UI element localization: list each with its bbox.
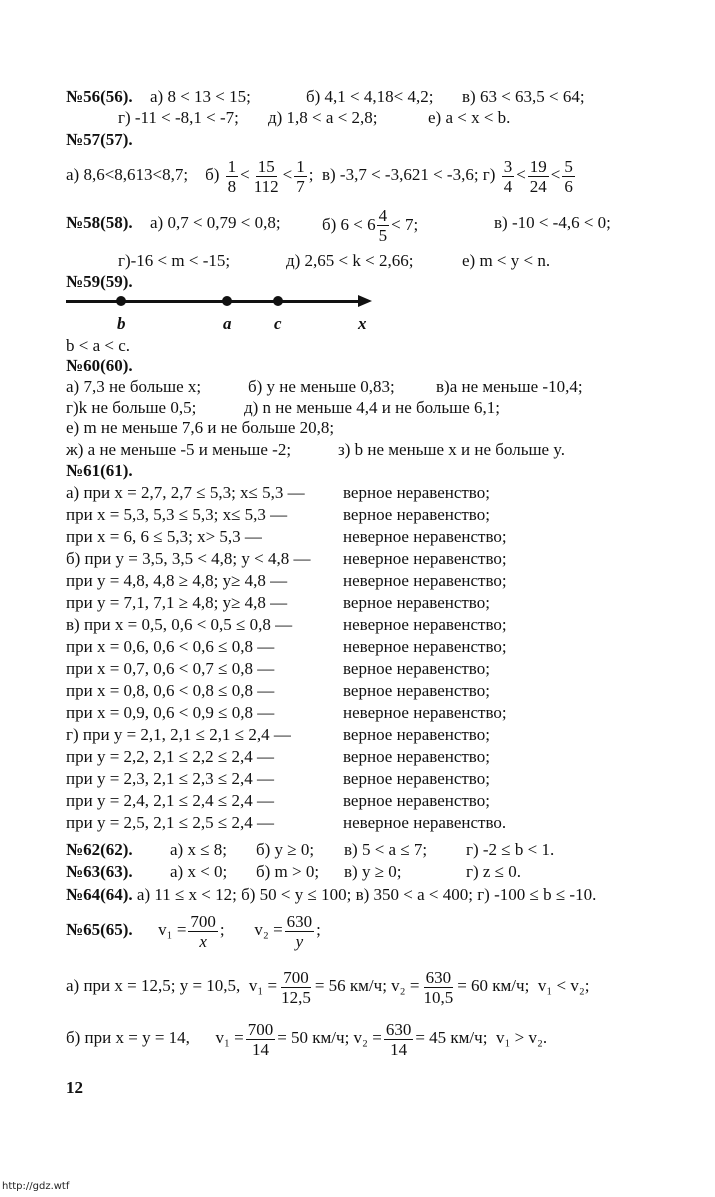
point-b-label: b xyxy=(117,314,126,333)
problem-59-result: b < a < c. xyxy=(66,336,131,355)
fraction-1-8: $\frac{1}{8}$ xyxy=(227,156,237,196)
problem-65-formulas: №65(65). v₁ = $\frac{700}{x}$ ; v₂ = $\frac{630}{y}$ ; xyxy=(66,911,321,951)
watermark-link[interactable]: http://gdz.wtf xyxy=(2,1181,70,1192)
point-a-dot xyxy=(222,296,232,306)
problem-60-b: б) y не меньше 0,83; xyxy=(248,377,395,396)
axis-x-label: x xyxy=(358,314,367,333)
problem-58-a: а) 0,7 < 0,79 < 0,8; xyxy=(150,213,281,232)
problem-63-label: №63(63). xyxy=(66,862,133,881)
fraction-15-112: $\frac{15}{112}$ xyxy=(253,156,279,196)
problem-61-row-verdict: неверное неравенство; xyxy=(343,703,507,722)
problem-63-a: а) x < 0; xyxy=(170,862,228,881)
problem-64-line xyxy=(66,885,596,905)
problem-61-row-condition: при x = 0,9, 0,6 < 0,9 ≤ 0,8 — xyxy=(66,703,275,722)
problem-61-row-verdict: неверное неравенство; xyxy=(343,549,507,568)
problem-61-row-condition: при x = 6, 6 ≤ 5,3; x> 5,3 — xyxy=(66,527,262,546)
problem-61-row-verdict: верное неравенство; xyxy=(343,769,490,788)
point-c-label: c xyxy=(274,314,282,333)
problem-56-v: в) 63 < 63,5 < 64; xyxy=(462,87,585,106)
number-line-axis xyxy=(66,300,360,303)
problem-61-row-verdict: верное неравенство; xyxy=(343,681,490,700)
fraction-4-5: $\frac{4}{5}$ xyxy=(378,205,388,245)
fraction-3-4: $\frac{3}{4}$ xyxy=(503,156,513,196)
problem-60-g: г)k не больше 0,5; xyxy=(66,398,197,417)
number-line xyxy=(66,292,372,336)
problem-56-e: е) a < x < b. xyxy=(428,108,511,127)
problem-58-b: б) 6 < 6 $\frac{4}{5}$ < 7; xyxy=(322,205,419,245)
fraction-630-10-5: $\frac{630}{10,5}$ xyxy=(423,967,454,1007)
problem-56-line-1 xyxy=(66,87,133,107)
problem-65-label: №65(65). xyxy=(66,920,133,939)
problem-58-label: №58(58). xyxy=(66,213,133,232)
problem-61-row-condition: при y = 7,1, 7,1 ≥ 4,8; y≥ 4,8 — xyxy=(66,593,288,612)
problem-61-row-verdict: верное неравенство; xyxy=(343,593,490,612)
problem-61-row-condition: при y = 2,3, 2,1 ≤ 2,3 ≤ 2,4 — xyxy=(66,769,274,788)
problem-61-row-verdict: верное неравенство; xyxy=(343,659,490,678)
problem-61-row-verdict: верное неравенство; xyxy=(343,747,490,766)
problem-56-b: б) 4,1 < 4,18< 4,2; xyxy=(306,87,434,106)
problem-63-b: б) m > 0; xyxy=(256,862,320,881)
problem-64-label: №64(64). xyxy=(66,885,133,904)
problem-60-z: з) b не меньше x и не больше y. xyxy=(338,440,565,459)
problem-61-row-condition: при x = 0,8, 0,6 < 0,8 ≤ 0,8 — xyxy=(66,681,275,700)
problem-57-a: а) 8,6<8,613<8,7; xyxy=(66,165,189,184)
page-number: 12 xyxy=(66,1078,83,1097)
fraction-630-y: $\frac{630}{y}$ xyxy=(286,911,313,951)
problem-60-zh: ж) a не меньше -5 и меньше -2; xyxy=(66,440,292,459)
problem-56-label: №56(56). xyxy=(66,87,133,106)
problem-61-row-condition: при x = 0,6, 0,6 < 0,6 ≤ 0,8 — xyxy=(66,637,275,656)
problem-65-b: б) при x = y = 14, v₁ = $\frac{700}{14}$ = 50 км/ч; v₂ = $\frac{630}{14}$ = 45 км/ч; v₁ > v₂. xyxy=(66,1019,548,1059)
problem-61-row-verdict: верное неравенство; xyxy=(343,725,490,744)
fraction-700-x: $\frac{700}{x}$ xyxy=(190,911,216,951)
problem-60-v: в)a не меньше -10,4; xyxy=(436,377,583,396)
problem-61-row-condition: б) при y = 3,5, 3,5 < 4,8; y < 4,8 — xyxy=(66,549,311,568)
problem-61-row-condition: при y = 2,4, 2,1 ≤ 2,4 ≤ 2,4 — xyxy=(66,791,274,810)
problem-57-line: а) 8,6<8,613<8,7; б) $\frac{1}{8}$ < $\frac{15}{112}$ < $\frac{1}{7}$ ; в) -3,7 < -3,621 < -3,6; г) $\frac{3}{4}$ < $\frac{19}{24}$ < $\frac{5}{6}$ xyxy=(66,156,573,196)
problem-60-e: е) m не меньше 7,6 и не больше 20,8; xyxy=(66,418,335,437)
arrow-right-icon xyxy=(358,295,372,307)
fraction-630-14: $\frac{630}{14}$ xyxy=(385,1019,412,1059)
problem-58-v: в) -10 < -4,6 < 0; xyxy=(494,213,611,232)
problem-60-a: а) 7,3 не больше x; xyxy=(66,377,202,396)
problem-62-b: б) y ≥ 0; xyxy=(256,840,315,859)
problem-63-v: в) y ≥ 0; xyxy=(344,862,402,881)
problem-64-text: а) 11 ≤ x < 12; б) 50 < y ≤ 100; в) 350 < a < 400; г) -100 ≤ b ≤ -10. xyxy=(136,885,597,904)
problem-59-label: №59(59). xyxy=(66,272,133,291)
problem-63-g: г) z ≤ 0. xyxy=(466,862,522,881)
fraction-700-14: $\frac{700}{14}$ xyxy=(247,1019,274,1059)
fraction-1-7: $\frac{1}{7}$ xyxy=(296,156,305,196)
problem-61-row-condition: при y = 4,8, 4,8 ≥ 4,8; y≥ 4,8 — xyxy=(66,571,288,590)
problem-56-a: а) 8 < 13 < 15; xyxy=(150,87,251,106)
problem-57-b-label: б) xyxy=(205,165,220,184)
problem-65-a: а) при x = 12,5; y = 10,5, v₁ = $\frac{700}{12,5}$ = 56 км/ч; v₂ = $\frac{630}{10,5}$ = 60 км/ч; v₁ < v₂; xyxy=(66,967,590,1007)
problem-56-g: г) -11 < -8,1 < -7; xyxy=(118,108,239,127)
problem-62-label: №62(62). xyxy=(66,840,133,859)
problem-57-label: №57(57). xyxy=(66,130,133,149)
fraction-19-24: $\frac{19}{24}$ xyxy=(529,156,547,196)
problem-61-row-condition: при y = 2,5, 2,1 ≤ 2,5 ≤ 2,4 — xyxy=(66,813,274,832)
problem-61-row-condition: г) при y = 2,1, 2,1 ≤ 2,1 ≤ 2,4 — xyxy=(66,725,291,744)
problem-61-row-verdict: неверное неравенство; xyxy=(343,637,507,656)
fraction-5-6: $\frac{5}{6}$ xyxy=(564,156,573,196)
problem-61-row-verdict: неверное неравенство. xyxy=(343,813,507,832)
problem-61-row-condition: при x = 5,3, 5,3 ≤ 5,3; x≤ 5,3 — xyxy=(66,505,288,524)
problem-57-g-label: г) xyxy=(482,165,496,184)
problem-58-e: е) m < y < n. xyxy=(462,251,551,270)
problem-61-row-verdict: верное неравенство; xyxy=(343,483,490,502)
problem-62-a: а) x ≤ 8; xyxy=(170,840,228,859)
problem-61-row-verdict: верное неравенство; xyxy=(343,505,490,524)
point-c-dot xyxy=(273,296,283,306)
problem-60-label: №60(60). xyxy=(66,356,133,375)
problem-61-row-verdict: неверное неравенство; xyxy=(343,527,507,546)
problem-58-d: д) 2,65 < k < 2,66; xyxy=(286,251,414,270)
problem-58-g: г)-16 < m < -15; xyxy=(118,251,231,270)
problem-61-row-verdict: неверное неравенство; xyxy=(343,571,507,590)
problem-61-label: №61(61). xyxy=(66,461,133,480)
fraction-700-12-5: $\frac{700}{12,5}$ xyxy=(281,967,311,1007)
point-b-dot xyxy=(116,296,126,306)
problem-61-row-verdict: верное неравенство; xyxy=(343,791,490,810)
problem-61-row-condition: при x = 0,7, 0,6 < 0,7 ≤ 0,8 — xyxy=(66,659,275,678)
problem-61-row-condition: в) при x = 0,5, 0,6 < 0,5 ≤ 0,8 — xyxy=(66,615,293,634)
problem-57-v: в) -3,7 < -3,621 < -3,6; xyxy=(321,165,479,184)
problem-62-g: г) -2 ≤ b < 1. xyxy=(466,840,555,859)
problem-61-row-condition: при y = 2,2, 2,1 ≤ 2,2 ≤ 2,4 — xyxy=(66,747,274,766)
point-a-label: a xyxy=(223,314,232,333)
problem-61-row-condition: а) при x = 2,7, 2,7 ≤ 5,3; x≤ 5,3 — xyxy=(66,483,305,502)
problem-61-row-verdict: неверное неравенство; xyxy=(343,615,507,634)
problem-60-d: д) n не меньше 4,4 и не больше 6,1; xyxy=(244,398,501,417)
problem-56-d: д) 1,8 < a < 2,8; xyxy=(268,108,378,127)
problem-62-v: в) 5 < a ≤ 7; xyxy=(344,840,428,859)
